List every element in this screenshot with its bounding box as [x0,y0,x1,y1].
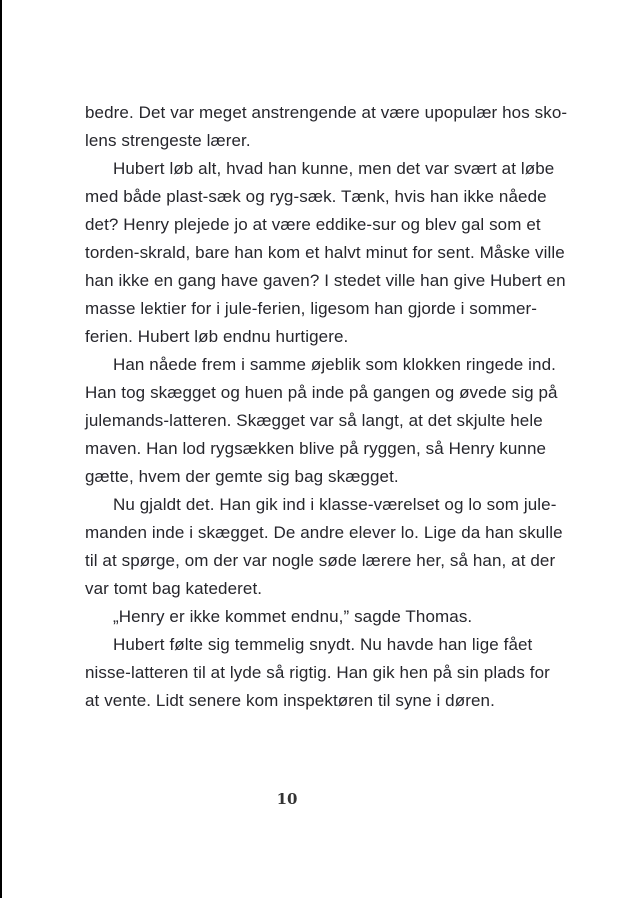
text-line: Han nåede frem i samme øjeblik som klokken ringede ind. [113,355,556,374]
text-line: han ikke en gang have gaven? I stedet ville han give Hubert en [85,271,566,290]
text-line: torden-skrald, bare han kom et halvt minut for sent. Måske ville [85,243,565,262]
text-line: til at spørge, om der var nogle søde lærere her, så han, at der [85,551,556,570]
text-line: „Henry er ikke kommet endnu,” sagde Thomas. [113,607,473,626]
text-line: lens strengeste lærer. [85,131,251,150]
body-text-block [85,99,577,715]
page-left-edge-line [0,0,2,898]
text-line: julemands-latteren. Skægget var så langt, at det skjulte hele [85,411,543,430]
text-line: Hubert løb alt, hvad han kunne, men det var svært at løbe [113,159,555,178]
text-line: nisse-latteren til at lyde så rigtig. Han gik hen på sin plads for [85,663,550,682]
text-line: gætte, hvem der gemte sig bag skægget. [85,467,399,486]
text-line: ferien. Hubert løb endnu hurtigere. [85,327,349,346]
text-line: masse lektier for i jule-ferien, ligesom han gjorde i sommer- [85,299,538,318]
text-line: bedre. Det var meget anstrengende at være upopulær hos sko- [85,103,568,122]
text-line: med både plast-sæk og ryg-sæk. Tænk, hvis han ikke nåede [85,187,547,206]
text-line: at vente. Lidt senere kom inspektøren til syne i døren. [85,691,495,710]
text-line: var tomt bag katederet. [85,579,263,598]
text-line: det? Henry plejede jo at være eddike-sur og blev gal som et [85,215,541,234]
text-line: manden inde i skægget. De andre elever lo. Lige da han skulle [85,523,563,542]
text-line: Hubert følte sig temmelig snydt. Nu havde han lige fået [113,635,533,654]
text-line: Han tog skægget og huen på inde på gangen og øvede sig på [85,383,558,402]
page-number: 10 [276,790,298,808]
text-line: maven. Han lod rygsækken blive på ryggen, så Henry kunne [85,439,547,458]
text-line: Nu gjaldt det. Han gik ind i klasse-værelset og lo som jule- [113,495,557,514]
